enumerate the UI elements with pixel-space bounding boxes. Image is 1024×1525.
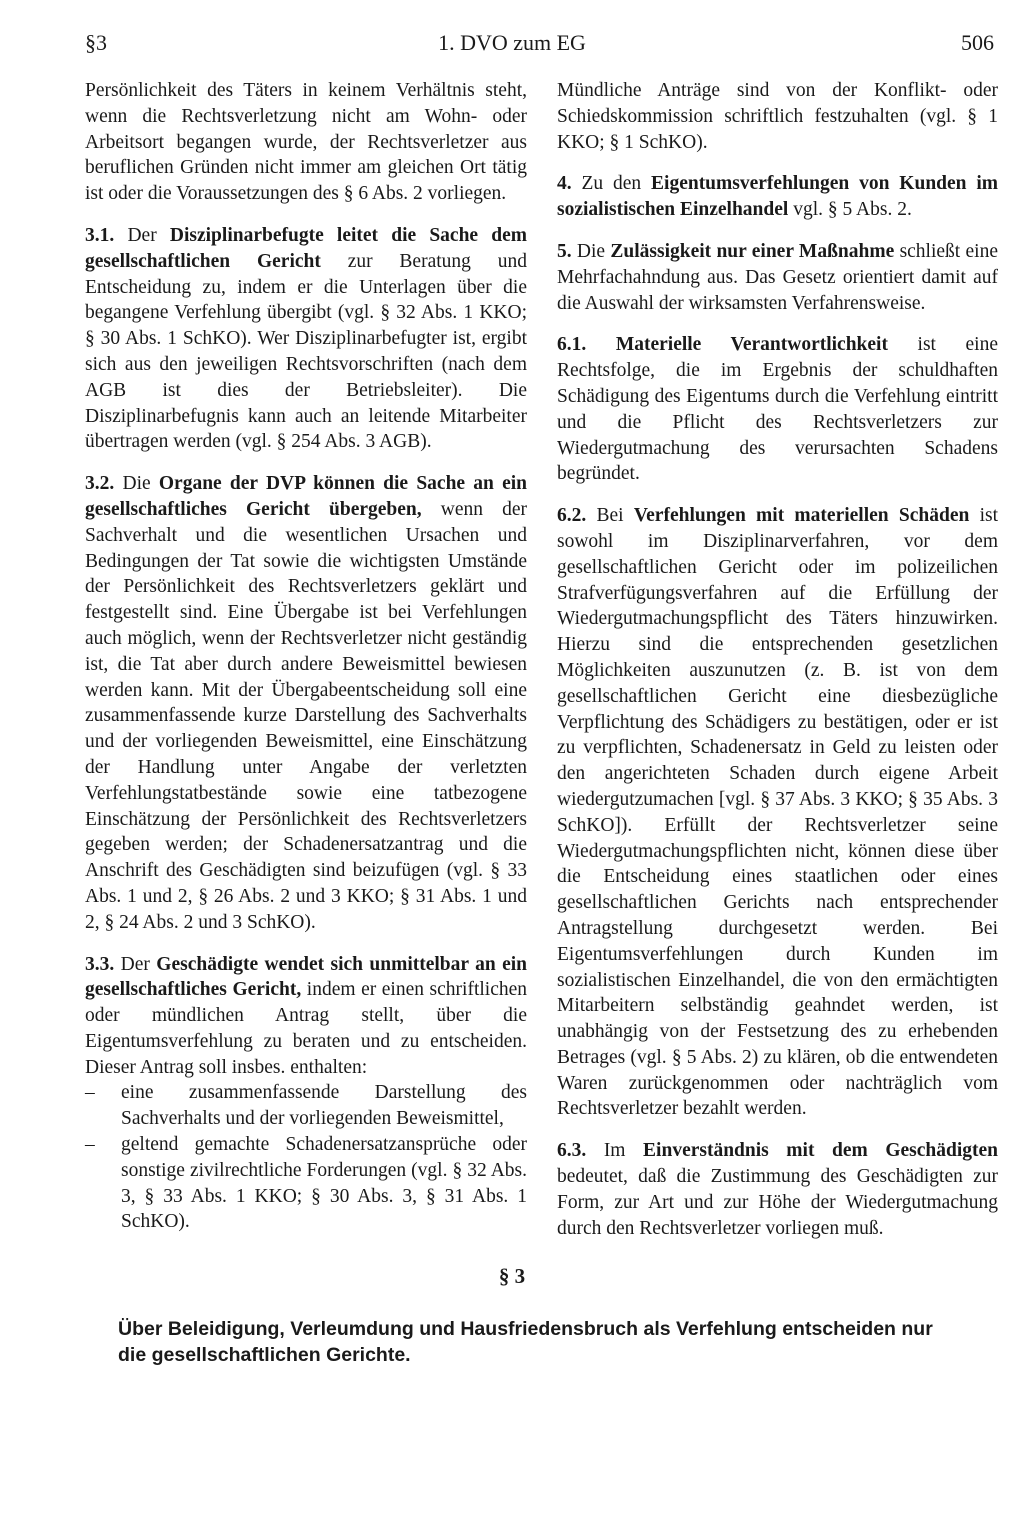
- paragraph-lead: Bei: [596, 505, 624, 527]
- paragraph-text: ist eine Rechtsfolge, die im Ergebnis der schuldhaften Schädigung des Eigentums durch die Verfehlung eintritt und die Pflicht des Rechtsverletzers zur Wiedergutmachung des verursachten Schadens begründet.: [557, 334, 998, 485]
- paragraph-continued: [85, 78, 527, 207]
- paragraph-6-3: [557, 1138, 998, 1241]
- right-column: [557, 78, 998, 1257]
- paragraph-4: [557, 171, 998, 223]
- paragraph-continued: [557, 78, 998, 155]
- paragraph-bold: Verfehlungen mit materiellen Schäden: [633, 505, 970, 527]
- paragraph-bold: Einverständnis mit dem Geschädigten: [643, 1140, 998, 1162]
- paragraph-lead: Die: [576, 240, 606, 262]
- paragraph-lead: Der: [120, 953, 150, 975]
- paragraph-bold: Organe der DVP können die Sache an ein gesellschaftliches Gericht übergeben,: [85, 473, 528, 520]
- paragraph-bold: Eigentumsverfehlungen von Kunden im sozialistischen Einzelhandel: [557, 173, 999, 221]
- paragraph-6-2: [557, 503, 998, 1122]
- section-statute-text: Über Beleidigung, Verleumdung und Hausfriedensbruch als Verfehlung entscheiden nur die gesellschaftlichen Gerichte.: [118, 1318, 933, 1366]
- header-section-ref: §3: [85, 30, 107, 55]
- paragraph-lead: Der: [127, 224, 157, 246]
- dash-list: [85, 1080, 527, 1235]
- paragraph-3-1: [85, 223, 527, 455]
- paragraph-number: 6.3.: [557, 1140, 587, 1162]
- paragraph-text: Mündliche Anträge sind von der Konflikt- oder Schiedskommission schriftlich festzuhalten (vgl. § 1 KKO; § 1 SchKO).: [557, 80, 998, 153]
- header-title: 1. DVO zum EG: [438, 30, 586, 55]
- paragraph-bold: Zulässigkeit: [610, 240, 712, 262]
- paragraph-text: bedeutet, daß die Zustimmung des Geschädigten zur Form, zur Art und zur Höhe der Wiedergutmachung durch den Rechtsverletzer vorliegen muß.: [557, 1166, 998, 1239]
- list-item: – eine zusammenfassende Darstellung des Sachverhalts und der vorliegenden Beweismittel,: [85, 1080, 527, 1132]
- paragraph-text: vgl. § 5 Abs. 2.: [793, 199, 912, 221]
- paragraph-text: ist sowohl im Disziplinarverfahren, vor dem gesellschaftlichen Gericht oder im polizeilichen Strafverfügungsverfahren auf die Erfüllung der Wiedergutmachungspflicht des Täters hinzuwirken. Hierzu sind die entsprechenden gesetzlichen Möglichkeiten auszunutzen (z. B. ist von dem gesellschaftlichen Gericht eine diesbezügliche Verpflichtung des Schädigers zu bestätigen, oder er ist zu verpflichten, Schadenersatz in Geld zu leisten oder den angerichteten Schaden durch eigene Arbeit wiedergutzumachen [vgl. § 37 Abs. 3 KKO; § 35 Abs. 3 SchKO]). Erfüllt der Rechtsverletzer seine Wiedergutmachungspflichten nicht, können diese über die Entscheidung eines staatlichen oder eines gesellschaftlichen Gerichts nach entsprechender Antragstellung durchgesetzt werden. Bei Eigentumsverfehlungen durch Kunden im sozialistischen Einzelhandel, die von den ermächtigten Mitarbeitern selbständig geahndet werden, ist unabhängig von der Festsetzung des zu erhebenden Betrages (vgl. § 5 Abs. 2) zu klären, ob die entwendeten Waren zurückgenommen oder nachträglich vom Rechtsverletzer bezahlt werden.: [557, 505, 999, 1120]
- paragraph-number: 6.2.: [557, 505, 587, 527]
- paragraph-3-2: [85, 471, 527, 935]
- paragraph-lead: Zu den: [581, 173, 642, 195]
- left-column: [85, 78, 527, 1235]
- paragraph-text: wenn der Sachverhalt und die wesentlichen Ursachen und Bedingungen der Tat sowie die wichtigsten Umstände der Persönlichkeit des Rechtsverletzers geklärt und festgestellt sind. Eine Übergabe ist bei Verfehlungen auch möglich, wenn der Rechtsverletzer nicht geständig ist, die Tat aber durch andere Beweismittel bewiesen werden kann. Mit der Übergabeentscheidung soll eine zusammenfassende kurze Darstellung des Sachverhalts und der vorliegenden Beweismittel, eine Einschätzung der Handlung unter Angabe der verletzten Verfehlungstatbestände sowie eine tatbezogene Einschätzung der Persönlichkeit des Rechtsverletzers gegeben werden; der Schadenersatzantrag und die Anschrift des Geschädigten sind beizufügen (vgl. § 33 Abs. 1 und 2, § 26 Abs. 2 und 3 KKO; § 31 Abs. 1 und 2, § 24 Abs. 2 und 3 SchKO).: [85, 498, 528, 933]
- paragraph-text: zur Beratung und Entscheidung zu, indem er die Unterlagen über die begangene Verfehlung übergibt (vgl. § 32 Abs. 1 KKO; § 30 Abs. 1 SchKO). Wer Disziplinarbefugter ist, ergibt sich aus den jeweiligen Rechtsvorschriften (nach dem AGB ist dies der Betriebsleiter). Die Disziplinarbefugnis kann auch an leitende Mitarbeiter übertragen werden (vgl. § 254 Abs. 3 AGB).: [85, 250, 527, 453]
- paragraph-text: indem er einen schriftlichen oder mündlichen Antrag stellt, über die Eigentumsverfehlung zu beraten und zu entscheiden. Dieser Antrag soll insbes. enthalten:: [85, 979, 528, 1078]
- paragraph-number: 4.: [557, 173, 572, 195]
- paragraph-3-3: [85, 952, 527, 1081]
- paragraph-6-1: [557, 332, 998, 487]
- paragraph-bold: nur einer Maßnahme: [716, 240, 895, 262]
- paragraph-bold: Materielle Verantwortlichkeit: [615, 334, 888, 356]
- paragraph-5: [557, 239, 998, 316]
- section-heading: § 3: [498, 1264, 526, 1288]
- paragraph-lead: Im: [603, 1140, 626, 1162]
- paragraph-bold: Geschädigte wendet sich unmittelbar an ein gesellschaftliches Gericht,: [85, 953, 528, 1001]
- paragraph-number: 6.1.: [557, 334, 587, 356]
- paragraph-bold: Disziplinarbefugte leitet die Sache dem gesellschaftlichen Gericht: [85, 224, 528, 272]
- paragraph-number: 3.3.: [85, 953, 115, 975]
- list-item: – geltend gemachte Schadenersatzansprüche oder sonstige zivilrechtliche Forderungen (vgl. § 32 Abs. 3, § 33 Abs. 1 KKO; § 30 Abs. 3, § 31 Abs. 1 SchKO).: [85, 1132, 527, 1235]
- paragraph-text: Persönlichkeit des Täters in keinem Verhältnis steht, wenn die Rechtsverletzung nicht am Wohn- oder Arbeitsort begangen wurde, der Rechtsverletzer aus beruflichen Gründen nicht immer am gleichen Ort tätig ist oder die Voraussetzungen des § 6 Abs. 2 vorliegen.: [85, 80, 527, 205]
- paragraph-lead: Die: [122, 473, 151, 495]
- paragraph-number: 3.2.: [85, 473, 115, 495]
- paragraph-number: 3.1.: [85, 224, 115, 246]
- paragraph-text: schließt eine Mehrfachahndung aus. Das Gesetz orientiert damit auf die Auswahl der wirksamsten Verfahrensweise.: [557, 240, 998, 314]
- paragraph-number: 5.: [557, 240, 572, 262]
- page-number: 506: [961, 30, 994, 55]
